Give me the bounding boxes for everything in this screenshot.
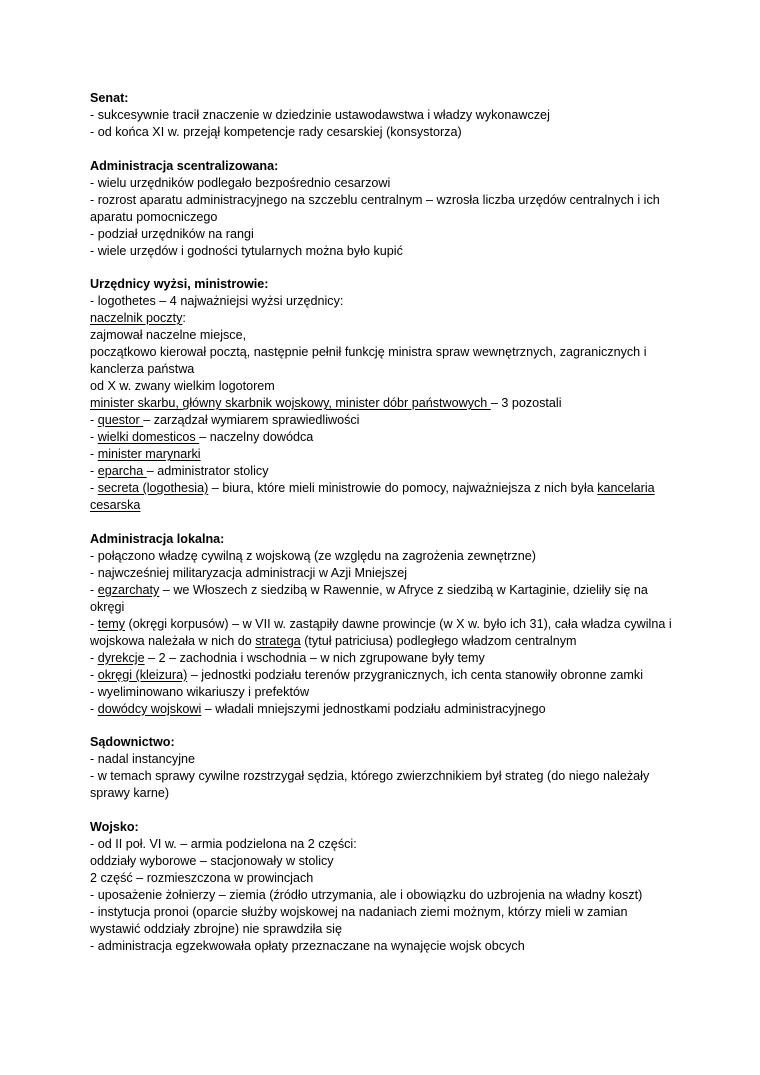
text-line: [90, 870, 680, 887]
text-segment: (okręgi korpusów) – w VII w. zastąpiły dawne prowincje (w X w. było ich 31), cała władza cywilna i wojskowa należała w nich do: [90, 616, 672, 648]
text-segment: - połączono władzę cywilną z wojskową (ze względu na zagrożenia zewnętrzne): [90, 548, 536, 563]
underlined-term: dyrekcje: [97, 650, 145, 665]
underlined-term: stratega: [255, 633, 301, 648]
text-line: [90, 124, 680, 141]
underlined-term: okręgi (kleizura): [97, 667, 188, 682]
underlined-term: eparcha: [97, 464, 147, 478]
text-segment: od X w. zwany wielkim logotorem: [90, 379, 275, 393]
text-line: [90, 344, 680, 378]
text-line: [90, 938, 680, 955]
text-segment: -: [90, 701, 98, 716]
text-line: [90, 684, 680, 701]
section-gap: [90, 718, 680, 735]
underlined-term: secreta (logothesia): [97, 481, 209, 495]
text-line: [90, 327, 680, 344]
text-segment: - administracja egzekwowała opłaty przeznaczane na wynajęcie wojsk obcych: [90, 938, 525, 953]
text-segment: - podział urzędników na rangi: [90, 226, 254, 241]
text-segment: - sukcesywnie tracił znaczenie w dziedzinie ustawodawstwa i władzy wykonawczej: [90, 108, 550, 122]
underlined-term: egzarchaty: [97, 582, 160, 597]
text-line: [90, 768, 680, 802]
text-segment: - wyeliminowano wikariuszy i prefektów: [90, 684, 310, 699]
text-segment: -: [90, 481, 98, 495]
text-line: [90, 192, 680, 226]
text-segment: początkowo kierował pocztą, następnie pełnił funkcję ministra spraw wewnętrznych, zagranicznych i kanclerza państwa: [90, 345, 647, 376]
text-line: [90, 412, 680, 429]
text-line: [90, 701, 680, 718]
underlined-term: naczelnik poczty: [90, 311, 183, 325]
document-body: [90, 90, 680, 955]
text-line: [90, 650, 680, 667]
text-segment: (tytuł patriciusa) podległego władzom centralnym: [300, 633, 577, 648]
text-segment: – we Włoszech z siedzibą w Rawennie, w Afryce z siedzibą w Kartaginie, dzieliły się na okręgi: [90, 582, 648, 614]
text-segment: – władali mniejszymi jednostkami podziału administracyjnego: [201, 701, 546, 716]
underlined-term: wielki domesticos: [97, 430, 200, 444]
section-heading: Wojsko:: [90, 819, 139, 834]
text-line: [90, 463, 680, 480]
text-line: [90, 616, 680, 650]
section: [90, 819, 680, 955]
text-segment: – zarządzał wymiarem sprawiedliwości: [143, 413, 360, 427]
text-segment: 2 część – rozmieszczona w prowincjach: [90, 870, 314, 885]
text-segment: - od II poł. VI w. – armia podzielona na 2 części:: [90, 836, 357, 851]
text-segment: - najwcześniej militaryzacja administracji w Azji Mniejszej: [90, 565, 408, 580]
text-segment: zajmował naczelne miejsce,: [90, 328, 247, 342]
text-line: [90, 853, 680, 870]
section-heading: Administracja lokalna:: [90, 531, 225, 546]
text-segment: – naczelny dowódca: [199, 430, 314, 444]
section-heading: Sądownictwo:: [90, 735, 175, 749]
text-segment: - wiele urzędów i godności tytularnych można było kupić: [90, 243, 403, 258]
section-gap: [90, 141, 680, 158]
text-segment: - nadal instancyjne: [90, 752, 196, 766]
text-line: [90, 429, 680, 446]
text-segment: -: [90, 464, 98, 478]
text-segment: - uposażenie żołnierzy – ziemia (źródło utrzymania, ale i obowiązku do uzbrojenia na władny koszt): [90, 887, 643, 902]
text-segment: - od końca XI w. przejął kompetencje rady cesarskiej (konsystorza): [90, 125, 462, 139]
text-line: [90, 548, 680, 565]
text-segment: - wielu urzędników podlegało bezpośrednio cesarzowi: [90, 175, 391, 190]
text-line: [90, 107, 680, 124]
text-line: [90, 293, 680, 310]
text-segment: -: [90, 430, 98, 444]
underlined-term: kancelaria cesarska: [90, 481, 655, 512]
text-line: [90, 378, 680, 395]
text-line: [90, 582, 680, 616]
text-segment: - w temach sprawy cywilne rozstrzygał sędzia, którego zwierzchnikiem był strateg (do niego należały sprawy karne): [90, 769, 650, 800]
underlined-term: temy: [97, 616, 125, 631]
text-segment: -: [90, 582, 98, 597]
underlined-term: minister skarbu, główny skarbnik wojskowy, minister dóbr państwowych: [90, 396, 491, 410]
text-segment: - logothetes – 4 najważniejsi wyżsi urzędnicy:: [90, 294, 344, 308]
text-segment: -: [90, 447, 98, 461]
text-segment: – administrator stolicy: [146, 464, 269, 478]
text-line: [90, 836, 680, 853]
section-heading: Administracja scentralizowana:: [90, 158, 279, 173]
text-segment: - rozrost aparatu administracyjnego na szczeblu centralnym – wzrosła liczba urzędów centralnych i ich aparatu pomocniczego: [90, 192, 660, 224]
text-segment: -: [90, 650, 98, 665]
text-line: [90, 751, 680, 768]
text-line: [90, 310, 680, 327]
text-segment: – 3 pozostali: [490, 396, 562, 410]
section-gap: [90, 260, 680, 277]
text-line: [90, 446, 680, 463]
section: [90, 734, 680, 802]
section: [90, 158, 680, 260]
text-segment: :: [182, 311, 186, 325]
text-line: [90, 667, 680, 684]
text-segment: -: [90, 413, 98, 427]
text-line: [90, 243, 680, 260]
section-heading: Senat:: [90, 91, 129, 105]
text-line: [90, 887, 680, 904]
text-segment: oddziały wyborowe – stacjonowały w stolicy: [90, 853, 334, 868]
underlined-term: minister marynarki: [97, 447, 201, 461]
text-segment: -: [90, 616, 98, 631]
section-gap: [90, 802, 680, 819]
text-segment: – 2 – zachodnia i wschodnia – w nich zgrupowane były temy: [144, 650, 485, 665]
section: [90, 90, 680, 141]
section-gap: [90, 514, 680, 531]
section-heading: Urzędnicy wyżsi, ministrowie:: [90, 277, 269, 291]
text-line: [90, 395, 680, 412]
text-line: [90, 565, 680, 582]
text-line: [90, 175, 680, 192]
text-line: [90, 480, 680, 514]
text-line: [90, 904, 680, 938]
section: [90, 276, 680, 514]
text-segment: – biura, które mieli ministrowie do pomocy, najważniejsza z nich była: [208, 481, 598, 495]
text-segment: - instytucja pronoi (oparcie służby wojskowej na nadaniach ziemi możnym, którzy mieli w zamian wystawić oddziały zbrojne) nie sprawdziła się: [90, 904, 628, 936]
underlined-term: dowódcy wojskowi: [97, 701, 202, 716]
text-segment: -: [90, 667, 98, 682]
text-line: [90, 226, 680, 243]
text-segment: – jednostki podziału terenów przygranicznych, ich centa stanowiły obronne zamki: [187, 667, 644, 682]
underlined-term: questor: [97, 413, 144, 427]
section: [90, 531, 680, 718]
